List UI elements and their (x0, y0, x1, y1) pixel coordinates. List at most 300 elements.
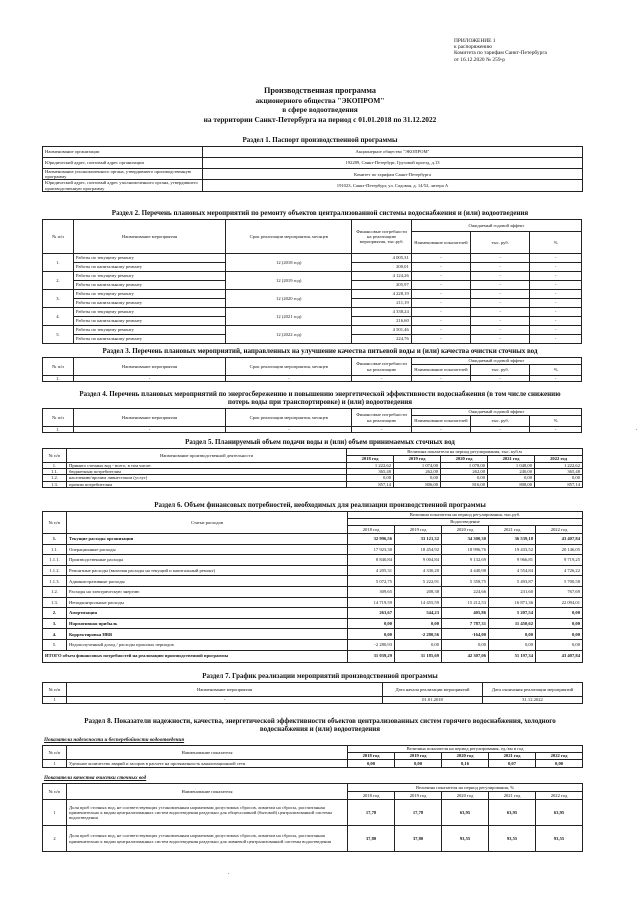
table-cell: - (73, 376, 225, 382)
table-cell: 1.2. (43, 475, 67, 481)
table-row (43, 326, 582, 335)
col-header: Наименование мероприятия (73, 220, 225, 254)
table-cell: - (530, 376, 582, 382)
table-cell: 806,00 (394, 481, 441, 487)
table-row (43, 147, 583, 158)
table-cell: 191023, Санкт-Петербург, ул. Садовая, д. 14/52, литера А (203, 180, 583, 191)
table-cell: 5 222,91 (395, 576, 442, 587)
table-cell: Наименование уполномоченного органа, утвердившего производственную программу (43, 169, 203, 180)
table-row (43, 427, 582, 433)
table-cell: - (530, 308, 582, 317)
table-cell: 205,97 (352, 281, 411, 290)
table-cell: Административные расходы (67, 576, 348, 587)
table-cell: - (471, 272, 530, 281)
section8-quality-table (42, 783, 583, 852)
table-cell: - (411, 299, 470, 308)
table-cell: - (411, 263, 470, 272)
document-title (0, 86, 640, 124)
table-cell: Ремонтные расходы (включая расходы на текущий и капитальный ремонт) (67, 565, 348, 576)
table-cell: населению/прочим ливнестоком (услуг) (67, 475, 347, 481)
table-row (43, 254, 582, 263)
table-cell: - (530, 281, 582, 290)
table-cell: 12 (2022 год) (226, 326, 352, 344)
table-cell: 200,01 (352, 263, 411, 272)
table-cell: 0,00 (536, 760, 583, 768)
table-row (43, 576, 583, 587)
table-header-row (43, 358, 582, 365)
col-header: Наименование показателей (411, 365, 470, 376)
col-header: Срок реализации мероприятия, месяцев (226, 409, 352, 427)
col-header: Наименование показателей (411, 232, 470, 254)
table-cell: 4 228,19 (352, 290, 411, 299)
table-row (43, 618, 583, 629)
table-cell: - (530, 272, 582, 281)
table-cell: - (411, 254, 470, 263)
table-cell: 7 787,31 (442, 618, 489, 629)
table-cell: 93,55 (489, 826, 536, 852)
section8-subtitle-quality: Показатели качества очистки сточных вод (44, 775, 147, 781)
section4-title: потерь воды при транспортировке) и (или) водоотведения (227, 398, 413, 406)
table-cell: 405,86 (442, 608, 489, 619)
col-header: Наименование мероприятия (67, 683, 383, 697)
table-row (43, 800, 583, 826)
table-row (43, 376, 582, 382)
table-cell: 4. (43, 629, 67, 640)
table-cell: 208,38 (395, 586, 442, 597)
table-cell: Доля проб сточных вод, не соответствующих установленным нормативам допустимых сбросов, лимитам на сбросы, рассчитанная применительно к видам централизованных систем водоотведения раздельно для ливневой централизованной системы водоотведения (67, 826, 348, 852)
table-cell: 2. (43, 608, 67, 619)
col-header: % (530, 365, 582, 376)
table-cell: 42 307,06 (442, 650, 489, 662)
table-cell: 9 966,81 (489, 555, 536, 566)
table-cell: - (530, 326, 582, 335)
table-cell: 0,00 (535, 475, 583, 481)
table-cell: 33 121,32 (395, 534, 442, 545)
table-cell: 34 300,30 (442, 534, 489, 545)
table-header-row (43, 746, 583, 753)
section5-table (42, 448, 583, 488)
table-cell: 224,66 (442, 586, 489, 597)
table-cell: 262,00 (441, 469, 488, 475)
table-cell: 309,65 (348, 586, 395, 597)
table-row (43, 169, 583, 180)
table-cell: 1 (43, 760, 67, 768)
section2-table (42, 219, 582, 344)
table-cell: - (471, 427, 530, 433)
table-row (43, 565, 583, 576)
col-header: Ожидаемый годовой эффект (411, 409, 581, 416)
col-header: Наименование мероприятия (73, 409, 225, 427)
table-cell: 1. (43, 463, 67, 469)
table-cell: 0,00 (442, 639, 489, 650)
table-cell: 1.3. (43, 597, 67, 608)
table-row (43, 308, 582, 317)
table-cell: 5. (43, 326, 74, 344)
table-cell: 16 871,36 (489, 597, 536, 608)
col-header: 2022 год (536, 753, 583, 760)
approval-line: к распоряжению (454, 44, 493, 51)
table-cell: 0,00 (536, 618, 583, 629)
approval-line: Комитета по тарифам Санкт-Петербурга (454, 50, 547, 57)
col-header: № п/п (43, 220, 74, 254)
table-cell: -2 280,93 (348, 639, 395, 650)
table-cell: 0,00 (348, 618, 395, 629)
col-header: Срок реализации мероприятия, месяцев (226, 220, 352, 254)
table-cell: 93,55 (442, 826, 489, 852)
table-cell: 5 207,54 (489, 608, 536, 619)
table-cell: -2 280,56 (395, 629, 442, 640)
col-header: № п/п (43, 409, 74, 427)
table-cell: 365,48 (347, 469, 394, 475)
col-header: 2019 год (394, 456, 441, 463)
table-cell: - (411, 376, 470, 382)
table-cell: 1. (43, 254, 74, 272)
table-cell: 0,00 (348, 760, 395, 768)
table-cell: 43 407,84 (536, 650, 583, 662)
table-cell: 8 840,84 (348, 555, 395, 566)
title-line: на территории Санкт-Петербурга на период с 01.01.2018 по 31.12.2022 (203, 114, 437, 124)
table-cell: 12 (2021 год) (226, 308, 352, 326)
table-cell: 1.1.2. (43, 565, 67, 576)
table-row (43, 586, 583, 597)
col-header: 2020 год (442, 792, 489, 800)
col-header: № п/п (43, 683, 67, 697)
table-cell: Работы по текущему ремонту (73, 254, 225, 263)
table-cell: 1 222,62 (535, 463, 583, 469)
col-header: Финансовые потребности на реализацию (352, 358, 411, 376)
table-cell: - (530, 427, 582, 433)
table-header-row (43, 784, 583, 792)
table-cell: 544,23 (395, 608, 442, 619)
table-cell: 0,16 (442, 760, 489, 768)
col-header: Величина показателя на период регулирования, тыс. куб.м (347, 449, 583, 456)
table-cell: 1 048,00 (488, 463, 535, 469)
table-cell: - (226, 376, 352, 382)
table-cell: Работы по текущему ремонту (73, 272, 225, 281)
table-cell: - (67, 697, 383, 704)
table-cell: 0,07 (489, 760, 536, 768)
table-cell: - (471, 290, 530, 299)
table-row (43, 272, 582, 281)
table-cell: 5 358,75 (442, 576, 489, 587)
table-cell: 1.1.1. (43, 555, 67, 566)
table-cell: Амортизация (67, 608, 348, 619)
table-cell: Работы по капитальному ремонту (73, 317, 225, 326)
table-cell: 43 407,84 (536, 534, 583, 545)
col-header: 2018 год (348, 753, 395, 760)
table-cell: Акционерное общество "ЭКОПРОМ" (203, 147, 583, 158)
table-cell: Комитет по тарифам Санкт-Петербурга (203, 169, 583, 180)
col-header: № п/п (43, 746, 67, 760)
table-cell: 0,00 (536, 608, 583, 619)
table-cell: 37,80 (395, 826, 442, 852)
table-cell: 0,00 (395, 760, 442, 768)
table-cell: 808,00 (488, 481, 535, 487)
table-row (43, 180, 583, 191)
col-header: Ожидаемый годовой эффект (411, 358, 581, 365)
table-cell: Юридический адрес, почтовый адрес организации (43, 158, 203, 169)
scan-mark: . (636, 426, 638, 432)
table-cell: - (73, 427, 225, 433)
col-header: № п/п (43, 449, 67, 463)
table-cell: 857,14 (535, 481, 583, 487)
table-cell: 0,00 (488, 475, 535, 481)
table-cell: Принято сточных вод - всего, в том числе: (67, 463, 347, 469)
table-cell: 0,00 (394, 475, 441, 481)
table-cell: 51 197,34 (489, 650, 536, 662)
table-cell: - (471, 263, 530, 272)
col-header: % (530, 416, 582, 427)
table-cell: 0,00 (489, 639, 536, 650)
table-cell: 231,60 (489, 586, 536, 597)
table-cell: 857,14 (347, 481, 394, 487)
title-line: акционерного общества "ЭКОПРОМ" (255, 95, 385, 105)
col-header: № п/п (43, 784, 67, 800)
table-row (43, 639, 583, 650)
table-cell: 1 078,00 (441, 463, 488, 469)
col-header: Наименование показателя (67, 746, 348, 760)
table-cell: Работы по капитальному ремонту (73, 335, 225, 344)
col-header: Наименование мероприятия (73, 358, 225, 376)
table-cell: - (411, 317, 470, 326)
section4-title: Раздел 4. Перечень плановых мероприятий по энергосбережению и повышению энергетической эффективности водоснабжения (в том числе снижению (79, 390, 561, 398)
col-header: 2021 год (488, 456, 535, 463)
table-cell: - (411, 272, 470, 281)
table-cell: - (352, 376, 411, 382)
table-cell: 365,48 (535, 469, 583, 475)
col-header: Дата окончания реализации мероприятий (483, 683, 583, 697)
col-header: 2019 год (395, 792, 442, 800)
section5-title: Раздел 5. Планируемый объем подачи воды и (или) объем принимаемых сточных вод (185, 438, 455, 446)
table-cell: -164,00 (442, 629, 489, 640)
table-cell: - (411, 427, 470, 433)
table-cell: 4 501,46 (352, 326, 411, 335)
table-cell: - (530, 335, 582, 344)
table-cell: - (411, 326, 470, 335)
table-cell: - (471, 254, 530, 263)
table-cell: 3. (43, 618, 67, 629)
col-header: Ожидаемый годовой эффект (411, 220, 581, 232)
table-cell: 1 222,62 (347, 463, 394, 469)
table-cell: 4 726,22 (536, 565, 583, 576)
section8-subtitle-reliability: Показатели надежности и бесперебойности водоотведения (44, 737, 185, 743)
table-cell: 17,78 (395, 800, 442, 826)
table-cell: 262,00 (394, 469, 441, 475)
table-cell: 1.2. (43, 586, 67, 597)
table-cell: прочим потребителям (67, 481, 347, 487)
col-header: 2021 год (489, 753, 536, 760)
col-header: 2022 год (535, 456, 583, 463)
col-header: 2018 год (347, 456, 394, 463)
table-cell: 63,95 (536, 800, 583, 826)
col-header: № п/п (43, 358, 74, 376)
col-header: Дата начала реализации мероприятий (383, 683, 483, 697)
table-header-row (43, 449, 583, 456)
table-cell: 1. (43, 376, 74, 382)
table-header-row (43, 683, 583, 697)
table-row (43, 555, 583, 566)
section7-table (42, 682, 583, 704)
scan-mark: . (228, 870, 230, 876)
table-cell: Нормативная прибыль (67, 618, 348, 629)
section7-title: Раздел 7. График реализации мероприятий производственной программы (202, 672, 438, 680)
table-cell: 17,78 (348, 800, 395, 826)
table-cell: - (530, 317, 582, 326)
table-cell: 32 996,56 (348, 534, 395, 545)
table-cell: 4 554,84 (489, 565, 536, 576)
table-cell: - (411, 281, 470, 290)
table-cell: - (226, 427, 352, 433)
table-cell: 0,00 (347, 475, 394, 481)
table-cell: 31 039,29 (348, 650, 395, 662)
table-cell: 2 (43, 826, 67, 852)
table-header-row (43, 512, 583, 519)
table-cell: - (471, 335, 530, 344)
table-cell: - (471, 317, 530, 326)
table-row (43, 826, 583, 852)
table-cell: - (411, 335, 470, 344)
col-header: 2021 год (489, 526, 536, 534)
table-cell: Удельное количество аварий и засоров в расчете на протяженность канализационной сети (67, 760, 348, 768)
table-row (43, 608, 583, 619)
table-cell: бюджетным потребителям (67, 469, 347, 475)
col-header: Величина показателя на период регулирования, ед./км в год (348, 746, 583, 753)
table-row (43, 290, 582, 299)
table-cell: 93,55 (536, 826, 583, 852)
table-cell: 3. (43, 290, 74, 308)
table-cell: - (530, 263, 582, 272)
table-cell: 192289, Санкт-Петербург, Грузовой проезд, д.13 (203, 158, 583, 169)
table-cell: 211,19 (352, 299, 411, 308)
table-cell: 5 700,58 (536, 576, 583, 587)
col-header: Финансовые потребности на реализацию мероприятия, тыс.руб. (352, 220, 411, 254)
col-header: Наименование показателя (67, 784, 348, 800)
table-cell: - (530, 254, 582, 263)
section8-reliability-table (42, 745, 583, 768)
table-cell: Юридический адрес, почтовый адрес уполномоченного органа, утвердившего производственную программу (43, 180, 203, 191)
table-cell: 816,00 (441, 481, 488, 487)
col-header: 2019 год (395, 753, 442, 760)
table-cell: - (471, 299, 530, 308)
col-header: Статьи расходов (67, 512, 348, 534)
table-row (43, 650, 583, 662)
table-cell: 20 146,05 (536, 544, 583, 555)
table-cell: 1. (43, 534, 67, 545)
table-cell: 4 205,31 (348, 565, 395, 576)
table-cell: - (411, 290, 470, 299)
table-cell: 5 072,75 (348, 576, 395, 587)
table-header-row (43, 409, 582, 416)
table-cell: - (411, 308, 470, 317)
col-header: 2022 год (536, 526, 583, 534)
table-cell: 1.1.3. (43, 576, 67, 587)
table-cell: 5. (43, 639, 67, 650)
table-cell: 0,00 (536, 639, 583, 650)
col-header: Срок реализации мероприятия, месяцев (226, 358, 352, 376)
table-cell: - (471, 308, 530, 317)
approval-block (454, 38, 634, 63)
table-cell: Работы по капитальному ремонту (73, 263, 225, 272)
table-cell: 15 212,53 (442, 597, 489, 608)
table-cell: 31 185,69 (395, 650, 442, 662)
table-cell: - (530, 299, 582, 308)
table-cell: - (530, 290, 582, 299)
table-cell: - (471, 376, 530, 382)
col-header: 2019 год (395, 526, 442, 534)
table-cell: 14 719,59 (348, 597, 395, 608)
table-cell: 37,80 (348, 826, 395, 852)
table-cell: 36 539,18 (489, 534, 536, 545)
table-cell: 0,00 (348, 629, 395, 640)
section1-title: Раздел 1. Паспорт производственной программы (242, 136, 398, 144)
section4-table (42, 408, 582, 433)
section2-title: Раздел 2. Перечень плановых мероприятий по ремонту объектов централизованной системы водоснабжения и (или) водоотведения (111, 209, 529, 217)
table-cell: 14 455,59 (395, 597, 442, 608)
table-cell: 19 433,52 (489, 544, 536, 555)
col-header: тыс. руб. (471, 416, 530, 427)
table-cell: 0,00 (395, 618, 442, 629)
table-cell: 12 (2019 год) (226, 272, 352, 290)
table-cell: 01.01.2018 (383, 697, 483, 704)
section8-title: Раздел 8. Показатели надежности, качества, энергетической эффективности объектов централизованных систем горячего водоснабжения, холодного (84, 717, 556, 725)
table-row (43, 629, 583, 640)
total-label: ИТОГО объем финансовых потребностей на реализацию производственной программы (43, 650, 348, 662)
col-header: Величина показателя на период регулирования, % (348, 784, 583, 792)
table-cell: 22 094,01 (536, 597, 583, 608)
table-cell: 224,76 (352, 335, 411, 344)
table-cell: 4 330,20 (395, 565, 442, 576)
col-header: 2018 год (348, 526, 395, 534)
col-header: 2020 год (442, 753, 489, 760)
table-cell: Производственные расходы (67, 555, 348, 566)
table-cell: 1.3. (43, 481, 67, 487)
table-cell: 17 923,30 (348, 544, 395, 555)
table-cell: 767,69 (536, 586, 583, 597)
table-row (43, 697, 583, 704)
table-cell: - (352, 427, 411, 433)
col-header: 2021 год (489, 792, 536, 800)
table-cell: Текущие расходы организации (67, 534, 348, 545)
table-cell: Доля проб сточных вод, не соответствующих установленным нормативам допустимых сбросов, лимитам на сбросы, рассчитанная применительно к видам централизованных систем водоотведения раздельно для общесплавной (бытовой) централизованной системы водоотведения (67, 800, 348, 826)
section6-table (42, 511, 583, 663)
table-cell: - (471, 326, 530, 335)
table-cell: 18 996,76 (442, 544, 489, 555)
section6-title: Раздел 6. Объем финансовых потребностей, необходимых для реализации производственной программы (154, 501, 486, 509)
section3-title: Раздел 3. Перечень плановых мероприятий, направленных на улучшение качества питьевой воды и (или) качества очистки сточных вод (102, 347, 538, 355)
table-header-row (43, 220, 582, 232)
table-cell: 4 124,26 (352, 272, 411, 281)
table-cell: 240,00 (488, 469, 535, 475)
table-cell: 4 440,98 (442, 565, 489, 576)
table-cell: 1. (43, 427, 74, 433)
table-cell: 1 074,00 (394, 463, 441, 469)
table-cell: 31.12.2022 (483, 697, 583, 704)
title-line: Производственная программа (263, 86, 377, 95)
table-cell: Работы по текущему ремонту (73, 308, 225, 317)
col-header: % (530, 232, 582, 254)
section8-title: водоснабжения и (или) водоотведения (259, 725, 381, 733)
table-cell: 9 719,25 (536, 555, 583, 566)
table-row (43, 534, 583, 545)
col-header: 2022 год (536, 792, 583, 800)
table-cell: Недополученный доход / расходы прошлых периодов (67, 639, 348, 650)
table-cell: 4 005,31 (352, 254, 411, 263)
col-header: Величина показателя на период регулирования, тыс.руб. (348, 512, 583, 519)
table-cell: Наименование организации (43, 147, 203, 158)
col-header: тыс. руб. (471, 365, 530, 376)
table-cell: - (471, 281, 530, 290)
table-row (43, 597, 583, 608)
